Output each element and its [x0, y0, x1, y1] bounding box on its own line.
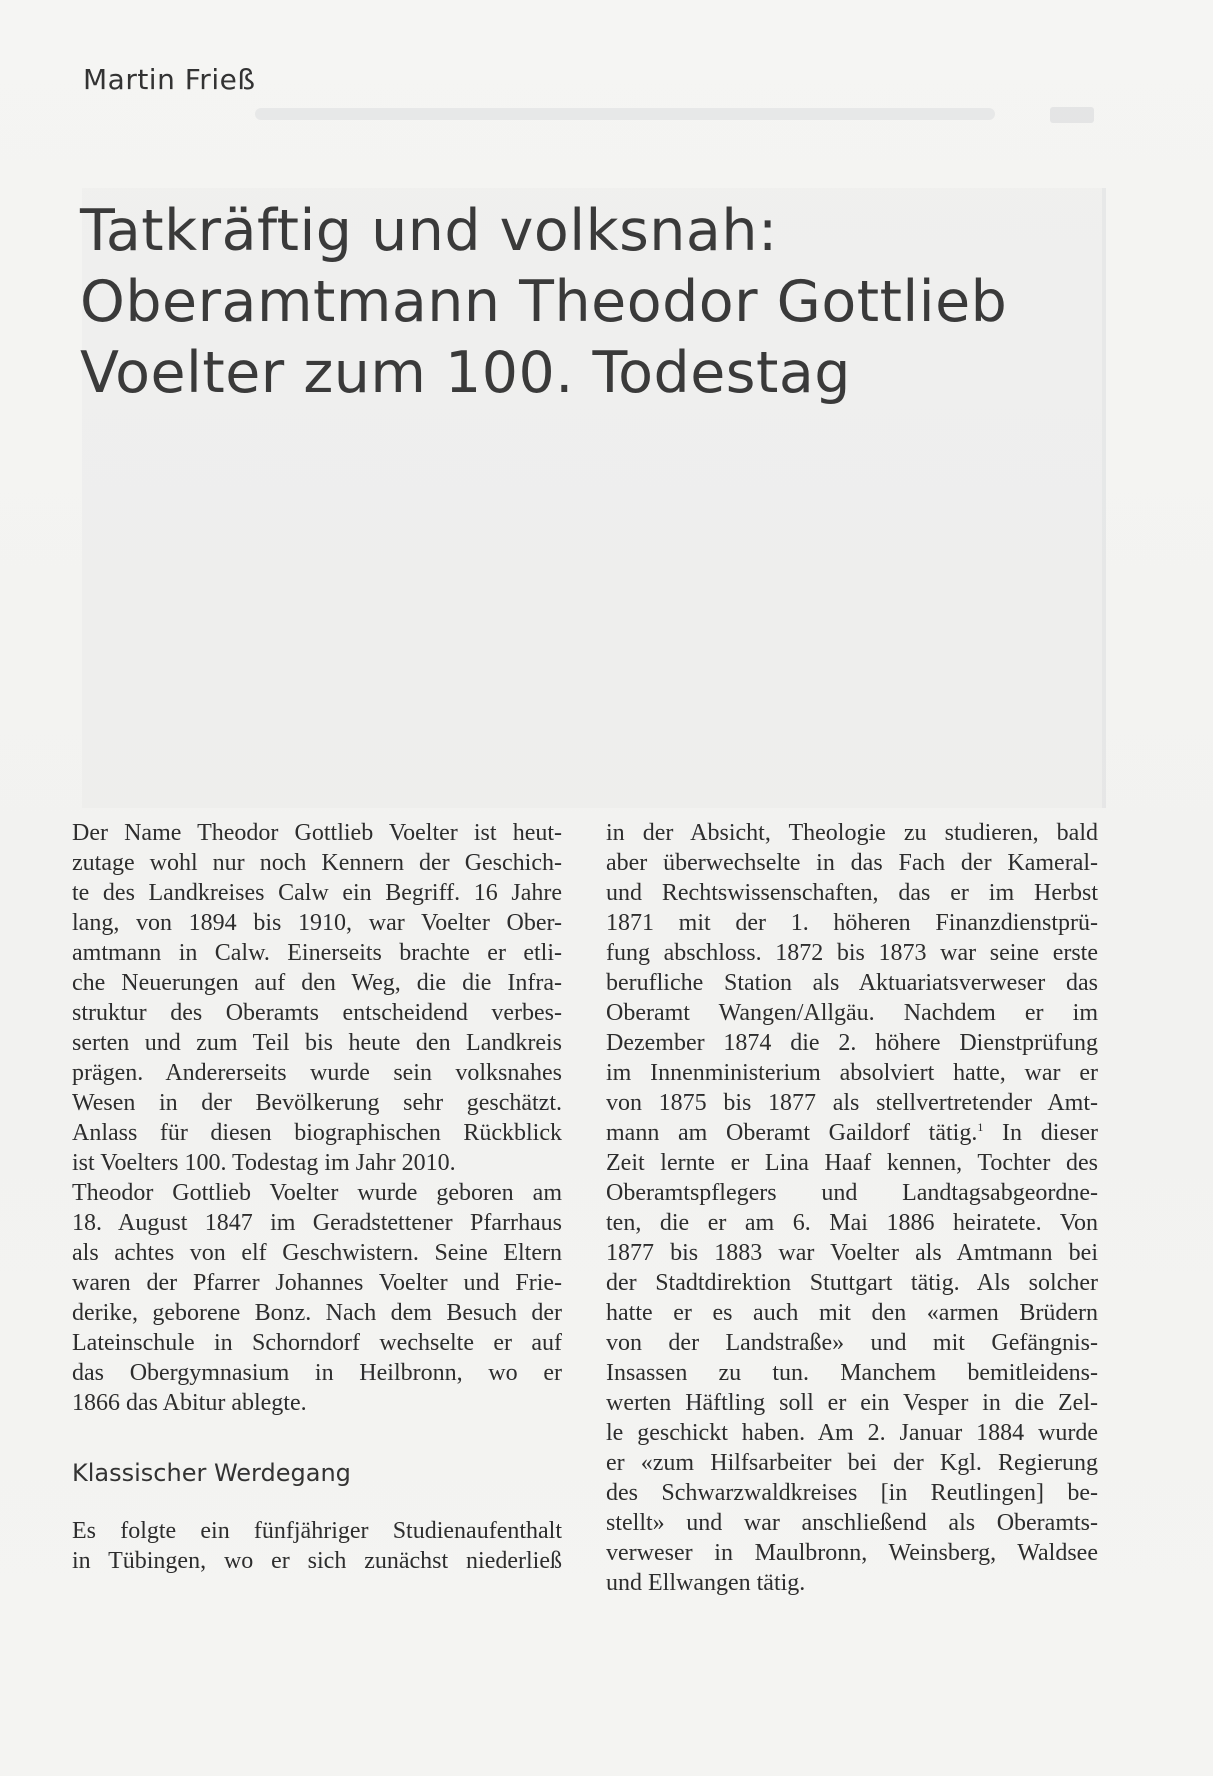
- text-line: Insassen zu tun. Manchem bemitleidens-: [606, 1360, 1098, 1386]
- text-line: te des Landkreises Calw ein Begriff. 16 Jahre: [72, 880, 562, 906]
- left-text-column: [72, 818, 562, 1576]
- text-line: 1871 mit der 1. höheren Finanzdienstprü-: [606, 910, 1098, 936]
- text-line: 18. August 1847 im Geradstettener Pfarrhaus: [72, 1210, 562, 1236]
- birth-paragraph: [72, 1178, 562, 1418]
- text-line: des Schwarzwaldkreises [in Reutlingen] be-: [606, 1480, 1098, 1506]
- text-line: in der Absicht, Theologie zu studieren, bald: [606, 820, 1098, 846]
- text-line: im Innenministerium absolviert hatte, war er: [606, 1060, 1098, 1086]
- text-line: Lateinschule in Schorndorf wechselte er auf: [72, 1330, 562, 1356]
- text-line: lang, von 1894 bis 1910, war Voelter Ober-: [72, 910, 562, 936]
- title-line: Voelter zum 100. Todestag: [80, 340, 851, 406]
- text-line: aber überwechselte in das Fach der Kameral-: [606, 850, 1098, 876]
- intro-paragraph: [72, 818, 562, 1178]
- text-line: serten und zum Teil bis heute den Landkreis: [72, 1030, 562, 1056]
- text-line: von 1875 bis 1877 als stellvertretender Amt-: [606, 1090, 1098, 1116]
- text-line: Oberamt Wangen/Allgäu. Nachdem er im: [606, 1000, 1098, 1026]
- text-line: hatte er es auch mit den «armen Brüdern: [606, 1300, 1098, 1326]
- text-line: von der Landstraße» und mit Gefängnis-: [606, 1330, 1098, 1356]
- text-line: in Tübingen, wo er sich zunächst niederließ: [72, 1548, 562, 1574]
- text-segment: mann am Oberamt Gaildorf tätig.: [606, 1120, 978, 1146]
- text-line: prägen. Andererseits wurde sein volksnahes: [72, 1060, 562, 1086]
- right-text-column: [606, 818, 1098, 1598]
- title-line: Oberamtmann Theodor Gottlieb: [80, 269, 1008, 335]
- text-line: ten, die er am 6. Mai 1886 heiratete. Von: [606, 1210, 1098, 1236]
- text-line: che Neuerungen auf den Weg, die die Infra-: [72, 970, 562, 996]
- title-line: Tatkräftig und volksnah:: [80, 198, 778, 264]
- text-line: waren der Pfarrer Johannes Voelter und Frie-: [72, 1270, 562, 1296]
- text-line: verweser in Maulbronn, Weinsberg, Waldsee: [606, 1540, 1098, 1566]
- studies-paragraph: [72, 1516, 562, 1576]
- text-line: Der Name Theodor Gottlieb Voelter ist heut-: [72, 820, 562, 846]
- text-line: werten Häftling soll er ein Vesper in die Zel-: [606, 1390, 1098, 1416]
- text-line: zutage wohl nur noch Kennern der Geschich-: [72, 850, 562, 876]
- text-line: Dezember 1874 die 2. höhere Dienstprüfung: [606, 1030, 1098, 1056]
- text-line: berufliche Station als Aktuariatsverweser das: [606, 970, 1098, 996]
- author-name: Martin Frieß: [83, 63, 256, 96]
- text-line: Wesen in der Bevölkerung sehr geschätzt.: [72, 1090, 562, 1116]
- text-line: Zeit lernte er Lina Haaf kennen, Tochter des: [606, 1150, 1098, 1176]
- text-line: fung abschloss. 1872 bis 1873 war seine erste: [606, 940, 1098, 966]
- text-segment: In dieser: [983, 1120, 1098, 1146]
- text-line: stellt» und war anschließend als Oberamts-: [606, 1510, 1098, 1536]
- text-line: amtmann in Calw. Einerseits brachte er etli-: [72, 940, 562, 966]
- show-through-running-head: [255, 108, 995, 120]
- footnote-marker: 1: [977, 1120, 984, 1134]
- text-line: Oberamtspflegers und Landtagsabgeordne-: [606, 1180, 1098, 1206]
- text-line: le geschickt haben. Am 2. Januar 1884 wurde: [606, 1420, 1098, 1446]
- text-line: der Stadtdirektion Stuttgart tätig. Als solcher: [606, 1270, 1098, 1296]
- text-line: Theodor Gottlieb Voelter wurde geboren am: [72, 1180, 562, 1206]
- article-title: [80, 196, 1120, 409]
- text-line: Anlass für diesen biographischen Rückblick: [72, 1120, 562, 1146]
- text-line: ist Voelters 100. Todestag im Jahr 2010.: [72, 1150, 456, 1176]
- text-line: das Obergymnasium in Heilbronn, wo er: [72, 1360, 562, 1386]
- text-line: struktur des Oberamts entscheidend verbes-: [72, 1000, 562, 1026]
- text-line: er «zum Hilfsarbeiter bei der Kgl. Regierung: [606, 1450, 1098, 1476]
- text-line: 1877 bis 1883 war Voelter als Amtmann bei: [606, 1240, 1098, 1266]
- text-line: als achtes von elf Geschwistern. Seine Eltern: [72, 1240, 562, 1266]
- footnote-text-line: [606, 1118, 1098, 1148]
- text-line: und Ellwangen tätig.: [606, 1570, 806, 1596]
- text-line: Es folgte ein fünfjähriger Studienaufenthalt: [72, 1518, 562, 1544]
- show-through-page-number: [1050, 107, 1094, 123]
- text-line: derike, geborene Bonz. Nach dem Besuch der: [72, 1300, 562, 1326]
- text-line: und Rechtswissenschaften, das er im Herbst: [606, 880, 1098, 906]
- section-subheading: Klassischer Werdegang: [72, 1459, 351, 1487]
- text-line: 1866 das Abitur ablegte.: [72, 1390, 307, 1416]
